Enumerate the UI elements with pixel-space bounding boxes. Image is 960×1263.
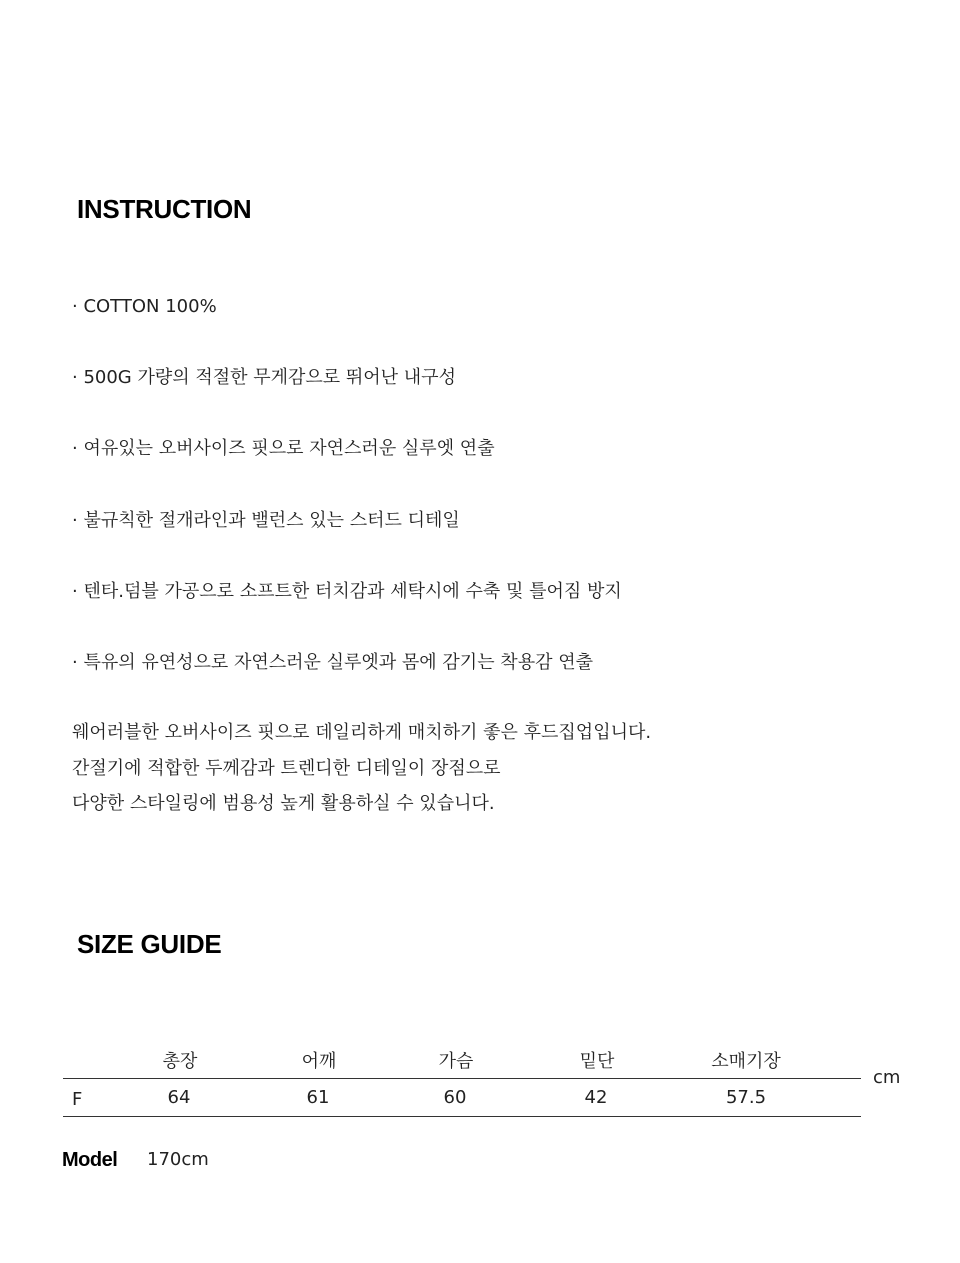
size-guide-title: SIZE GUIDE xyxy=(77,929,222,959)
size-label: F xyxy=(72,1089,83,1110)
unit-label: cm xyxy=(873,1067,901,1088)
instruction-title: INSTRUCTION xyxy=(77,194,252,224)
column-header-length: 총장 xyxy=(162,1051,198,1072)
column-header-sleeve: 소매기장 xyxy=(711,1051,781,1072)
column-header-shoulder: 어깨 xyxy=(301,1051,337,1072)
size-table xyxy=(63,1045,861,1117)
table-header-divider xyxy=(63,1078,861,1079)
table-cell-hem: 42 xyxy=(584,1087,608,1108)
table-cell-shoulder: 61 xyxy=(306,1087,330,1108)
description-line: 웨어러블한 오버사이즈 핏으로 데일리하게 매치하기 좋은 후드집업입니다. xyxy=(72,722,652,743)
instruction-bullet: · 특유의 유연성으로 자연스러운 실루엣과 몸에 감기는 착용감 연출 xyxy=(72,651,593,673)
table-bottom-divider xyxy=(63,1116,861,1117)
column-header-hem: 밑단 xyxy=(579,1051,615,1072)
description-line: 간절기에 적합한 두께감과 트렌디한 디테일이 장점으로 xyxy=(72,757,501,779)
model-height: 170cm xyxy=(147,1149,209,1170)
instruction-bullet: · 500G 가량의 적절한 무게감으로 뛰어난 내구성 xyxy=(72,367,456,389)
product-description xyxy=(72,720,651,827)
instruction-bullet: · 불규칙한 절개라인과 밸런스 있는 스터드 디테일 xyxy=(72,509,460,531)
instruction-bullet: · COTTON 100% xyxy=(72,296,217,317)
table-cell-sleeve: 57.5 xyxy=(725,1087,767,1108)
instruction-bullet-list xyxy=(72,294,622,721)
instruction-bullet: · 여유있는 오버사이즈 핏으로 자연스러운 실루엣 연출 xyxy=(72,438,495,460)
table-cell-chest: 60 xyxy=(443,1087,467,1108)
model-label: Model xyxy=(62,1149,118,1171)
column-header-chest: 가슴 xyxy=(438,1051,474,1072)
instruction-bullet: · 텐타.덤블 가공으로 소프트한 터치감과 세탁시에 수축 및 틀어짐 방지 xyxy=(72,580,622,602)
table-cell-length: 64 xyxy=(167,1087,191,1108)
description-line: 다양한 스타일링에 범용성 높게 활용하실 수 있습니다. xyxy=(72,793,495,814)
